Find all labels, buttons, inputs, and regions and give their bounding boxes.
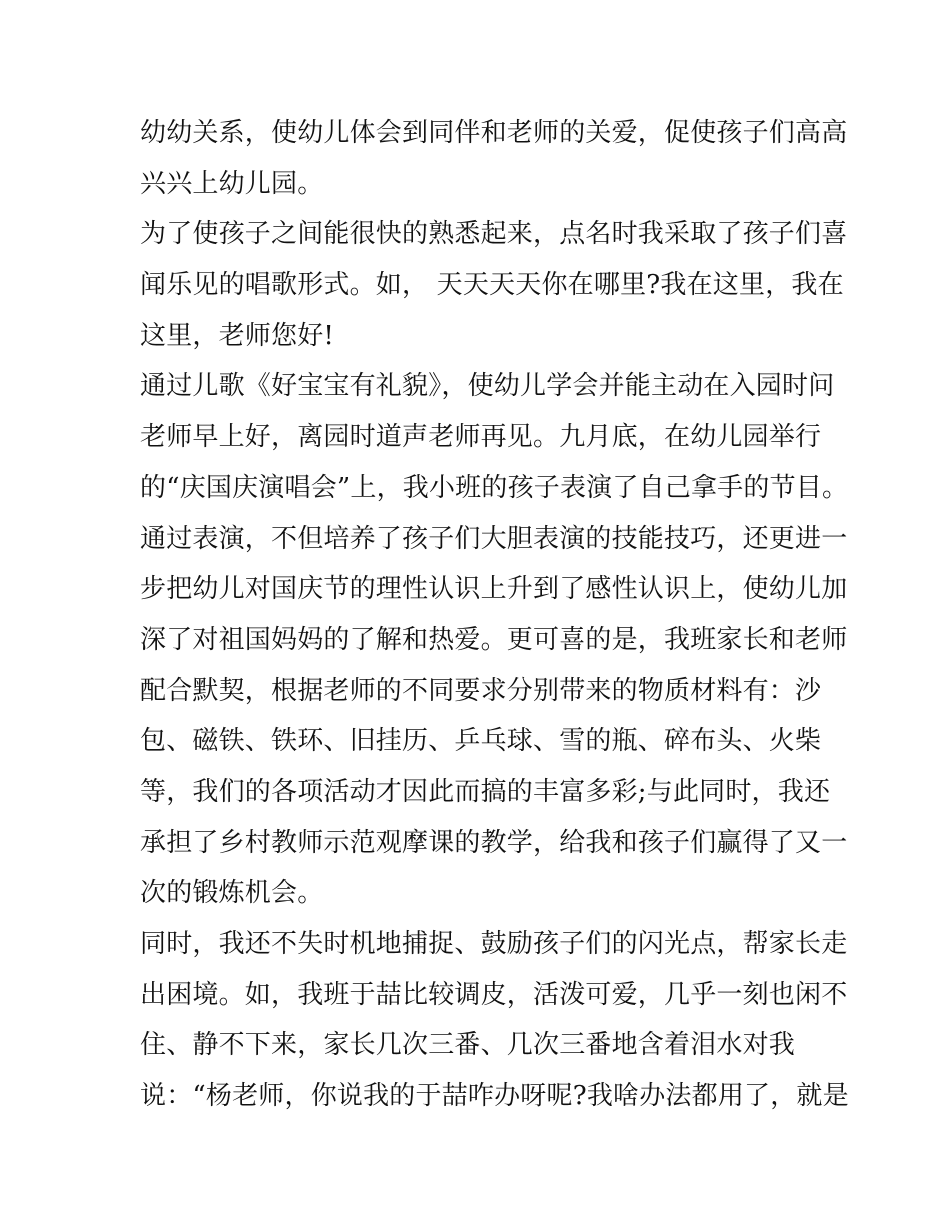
text-line: 的“庆国庆演唱会”上，我小班的孩子表演了自己拿手的节目。: [140, 472, 849, 503]
text-line: 包、磁铁、铁环、旧挂历、乒乓球、雪的瓶、碎布头、火柴: [140, 726, 822, 757]
text-line: 通过表演，不但培养了孩子们大胆表演的技能技巧，还更进一: [140, 523, 848, 554]
text-line: 这里，老师您好!: [140, 320, 335, 351]
text-line: 通过儿歌《好宝宝有礼貌》，使幼儿学会并能主动在入园时问: [140, 371, 835, 402]
text-line: 承担了乡村教师示范观摩课的教学，给我和孩子们赢得了又一: [140, 827, 848, 858]
text-line: 说：“杨老师，你说我的于喆咋办呀呢?我啥办法都用了，就是: [140, 1081, 849, 1112]
text-line: 住、静不下来，家长几次三番、几次三番地含着泪水对我: [140, 1030, 796, 1061]
text-line: 老师早上好，离园时道声老师再见。九月底，在幼儿园举行: [140, 422, 822, 453]
text-line: 深了对祖国妈妈的了解和热爱。更可喜的是，我班家长和老师: [140, 624, 848, 655]
text-line: 次的锻炼机会。: [140, 878, 324, 909]
text-line: 幼幼关系，使幼儿体会到同伴和老师的关爱，促使孩子们高高: [140, 118, 848, 148]
text-line: 为了使孩子之间能很快的熟悉起来，点名时我采取了孩子们喜: [140, 219, 848, 250]
text-line: 同时，我还不失时机地捕捉、鼓励孩子们的闪光点，帮家长走: [140, 929, 848, 959]
text-line: 配合默契，根据老师的不同要求分别带来的物质材料有：沙: [140, 675, 822, 706]
text-line: 步把幼儿对国庆节的理性认识上升到了感性认识上，使幼儿加: [140, 574, 848, 605]
text-line: 兴兴上幼儿园。: [140, 168, 324, 199]
text-line: 出困境。如，我班于喆比较调皮，活泼可爱，几乎一刻也闲不: [140, 979, 848, 1010]
body-text: [140, 108, 849, 1122]
text-line: 等，我们的各项活动才因此而搞的丰富多彩;与此同时，我还: [140, 776, 831, 807]
text-line: 闻乐见的唱歌形式。如， 天天天天你在哪里?我在这里，我在: [140, 270, 844, 301]
